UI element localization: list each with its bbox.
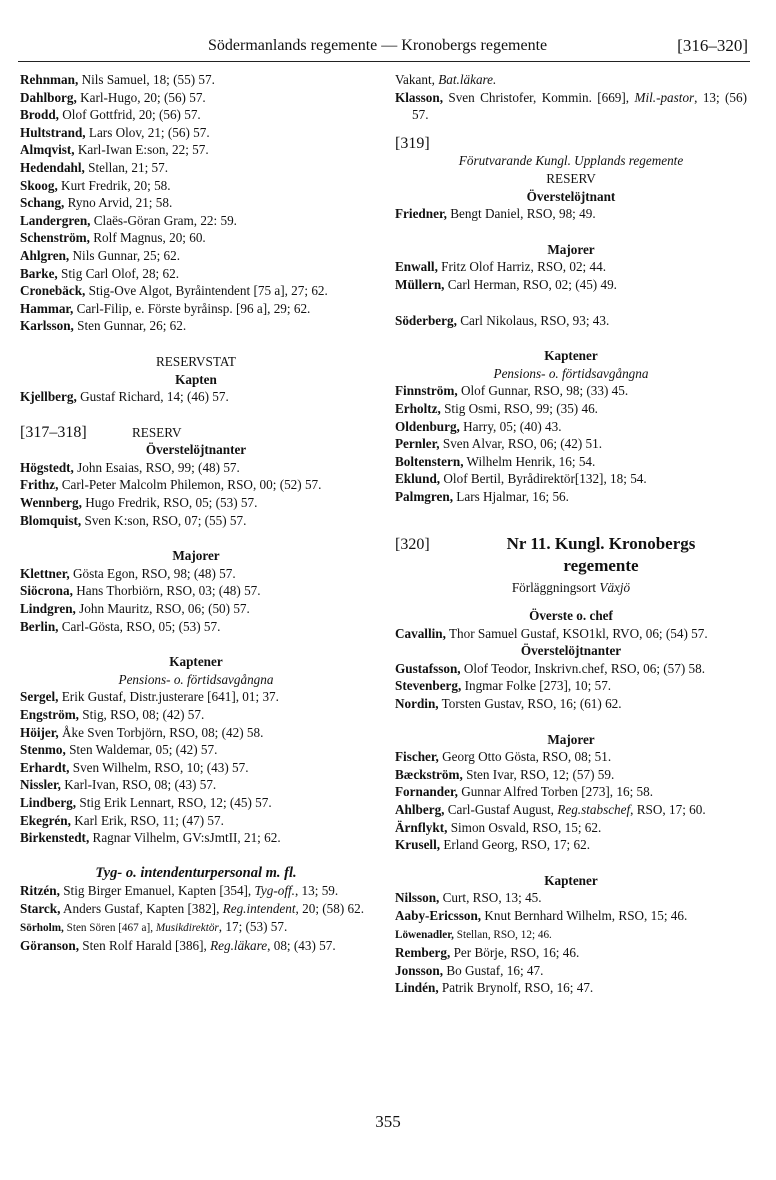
entry-name: Lindberg, (20, 794, 77, 810)
entry-text: Vakant, (395, 72, 439, 87)
entry (20, 724, 372, 742)
entry (20, 71, 372, 89)
entry-name: Enwall, (395, 259, 438, 275)
section-number: [320] (395, 536, 430, 554)
entry-text: Kurt Fredrik, 20; 58. (57, 177, 171, 193)
entry-text: Sten Sören [467 a], (63, 921, 156, 934)
entry (395, 907, 747, 925)
entry-text: Erik Gustaf, Distr.justerare [641], 01; 37. (58, 689, 279, 705)
entry-text: Carl-Gustaf August, (444, 802, 558, 817)
entry (20, 512, 372, 530)
entry-text: Gustaf Richard, 14; (46) 57. (76, 389, 229, 405)
rank-heading: Kaptener (544, 348, 598, 364)
entry-list (20, 71, 372, 335)
entry (20, 194, 372, 212)
entry-text: Curt, RSO, 13; 45. (439, 890, 542, 906)
entry-text: Georg Otto Gösta, RSO, 08; 51. (438, 749, 612, 765)
entry (395, 783, 747, 801)
entry-name: Söderberg, (395, 312, 457, 328)
entry-title: Bat.läkare. (438, 72, 497, 87)
entry-name: Ritzén, (20, 883, 60, 899)
entry (20, 776, 372, 794)
entry-text: Gunnar Alfred Torben [273], 16; 58. (457, 784, 654, 800)
entry (20, 106, 372, 124)
entry-name: Ekegrén, (20, 812, 71, 828)
entry-text: Stig Osmi, RSO, 99; (35) 46. (440, 400, 598, 416)
entry-list (395, 258, 747, 293)
entry-name: Fornander, (395, 784, 458, 800)
entry-name: Finnström, (395, 383, 458, 399)
entry-text: Carl-Filip, e. Förste byråinsp. [96 a], 29; 62. (73, 300, 311, 316)
entry-name: Höijer, (20, 724, 59, 740)
entry-name: Blomquist, (20, 512, 82, 528)
entry-text: Bengt Daniel, RSO, 98; 49. (446, 206, 596, 222)
entry-text: Patrik Brynolf, RSO, 16; 47. (438, 980, 594, 996)
entry (395, 205, 747, 223)
entry-name: Dahlborg, (20, 89, 77, 105)
entry-text: Wilhelm Henrik, 16; 54. (463, 453, 596, 469)
entry-name: Aaby-Ericsson, (395, 907, 482, 923)
entry (20, 618, 372, 636)
entry-text: Torsten Gustav, RSO, 16; (61) 62. (438, 696, 622, 712)
entry (20, 159, 372, 177)
entry-name: Wennberg, (20, 495, 82, 511)
entry (395, 625, 747, 643)
entry-text: Rolf Magnus, 20; 60. (89, 230, 206, 246)
entry (395, 766, 747, 784)
entry-name: Fischer, (395, 749, 439, 765)
entry-name: Ahlberg, (395, 802, 445, 817)
rank-heading: Överstelöjtnant (526, 188, 616, 204)
entry-list (20, 388, 372, 406)
entry-text: Stig-Ove Algot, Byråintendent [75 a], 27; 62. (85, 283, 328, 299)
entry-text: , 20; (58) 62. (295, 900, 365, 916)
entry-list (395, 660, 747, 713)
entry (20, 688, 372, 706)
entry (395, 979, 747, 997)
entry-name: Berlin, (20, 618, 59, 634)
entry-name: Kjellberg, (20, 389, 77, 405)
entry-text: Karl-Ivan, RSO, 08; (43) 57. (60, 777, 217, 793)
right-column (395, 71, 747, 997)
entry (395, 962, 747, 980)
entry-text: Stig Erik Lennart, RSO, 12; (45) 57. (76, 794, 272, 810)
location-line (395, 579, 747, 597)
rank-heading: Majorer (547, 241, 595, 257)
entry-text: Olof Gottfrid, 20; (56) 57. (58, 107, 201, 123)
rank-heading: Majorer (172, 548, 220, 564)
entry (20, 494, 372, 512)
entry-text: Karl Erik, RSO, 11; (47) 57. (70, 812, 224, 828)
entry-name: Palmgren, (395, 488, 453, 504)
entry-text: Ingmar Folke [273], 10; 57. (461, 678, 612, 694)
entry-name: Hammar, (20, 300, 74, 316)
entry-text: Lars Olov, 21; (56) 57. (85, 124, 210, 140)
entry (20, 829, 372, 847)
entry-text: Sven K:son, RSO, 07; (55) 57. (81, 512, 247, 528)
rank-heading: Överste o. chef (529, 608, 613, 624)
entry-name: Bæckström, (395, 766, 463, 782)
entry-text: Stellan, 21; 57. (84, 159, 169, 175)
entry-name: Remberg, (395, 945, 451, 961)
sub-heading: Pensions- o. förtidsavgångna (118, 671, 274, 687)
entry-title: Mil.-pastor (634, 89, 695, 105)
location-label: Förläggningsort (511, 580, 600, 596)
entry-name: Gustafsson, (395, 660, 461, 676)
entry-text: Ragnar Vilhelm, GV:sJmtII, 21; 62. (89, 830, 281, 846)
entry (395, 801, 747, 819)
location-name: Växjö (599, 580, 631, 596)
entry (20, 741, 372, 759)
page-header (18, 33, 750, 62)
entry-name: Rehnman, (20, 72, 79, 87)
entry-name: Stenmo, (20, 742, 66, 758)
entry-name: Engström, (20, 707, 79, 722)
entry-title: Reg.stabschef (557, 802, 631, 817)
entry-list (395, 312, 747, 330)
entry-name: Erholtz, (395, 400, 441, 416)
entry-name: Nissler, (20, 777, 61, 793)
entry (395, 925, 747, 945)
entry-text: Simon Osvald, RSO, 15; 62. (447, 819, 602, 835)
regiment-title: regemente (563, 556, 639, 576)
entry-name: Sergel, (20, 689, 59, 705)
entry (20, 882, 372, 900)
entry (395, 819, 747, 837)
entry-text: Sten Gunnar, 26; 62. (73, 318, 187, 334)
entry-text: Sven Wilhelm, RSO, 10; (43) 57. (69, 759, 249, 775)
rank-heading: Överstelöjtnanter (145, 442, 247, 458)
regiment-title: Nr 11. Kungl. Kronobergs (506, 534, 696, 554)
entry (395, 660, 747, 678)
running-title: Södermanlands regemente — Kronobergs regemente (208, 37, 548, 54)
entry-text: Anders Gustaf, Kapten [382], (60, 900, 223, 916)
entry-name: Eklund, (395, 471, 441, 487)
entry-list (395, 382, 747, 505)
left-column (20, 71, 372, 955)
rank-heading: Kaptener (169, 654, 223, 670)
entry (20, 141, 372, 159)
entry (395, 836, 747, 854)
entry-text: John Esaias, RSO, 99; (48) 57. (73, 459, 240, 475)
entry-text: Olof Teodor, Inskrivn.chef, RSO, 06; (57) 58. (460, 660, 706, 676)
entry-text: Per Börje, RSO, 16; 46. (450, 945, 580, 961)
entry-name: Siöcrona, (20, 583, 73, 599)
entry-list (395, 625, 747, 643)
entry-name: Hedendahl, (20, 159, 85, 175)
entry (395, 748, 747, 766)
entry (20, 177, 372, 195)
entry-name: Cavallin, (395, 625, 446, 641)
entry-name: Cronebäck, (20, 283, 86, 299)
entry-text: , 13; (56) 57. (412, 89, 747, 123)
entry (395, 695, 747, 713)
entry (20, 794, 372, 812)
section-number-heading (20, 424, 372, 442)
entry-list (395, 819, 747, 854)
entry-text: John Mauritz, RSO, 06; (50) 57. (75, 601, 250, 617)
entry-name: Frithz, (20, 477, 59, 493)
entry-name: Sörholm, (20, 921, 64, 934)
entry (20, 900, 372, 918)
entry-name: Ahlgren, (20, 247, 70, 263)
entry-text: Gösta Egon, RSO, 98; (48) 57. (69, 565, 236, 581)
entry-text: Hans Thorbiörn, RSO, 03; (48) 57. (72, 583, 261, 599)
entry (395, 382, 747, 400)
entry (395, 276, 747, 294)
entry (20, 600, 372, 618)
entry-text: Stig Carl Olof, 28; 62. (57, 265, 179, 281)
entry (395, 470, 747, 488)
entry (20, 229, 372, 247)
entry-text: Nils Gunnar, 25; 62. (69, 247, 181, 263)
entry-name: Nordin, (395, 696, 439, 712)
entry-name: Nilsson, (395, 890, 440, 906)
entry (395, 312, 747, 330)
entry (20, 459, 372, 477)
entry (20, 247, 372, 265)
entry-text: Ryno Arvid, 21; 58. (64, 195, 173, 211)
entry-text: Carl Nikolaus, RSO, 93; 43. (456, 312, 610, 328)
entry-text: Sten Rolf Harald [386], (79, 938, 211, 954)
entry-text: Thor Samuel Gustaf, KSO1kl, RVO, 06; (54) 57. (445, 625, 708, 641)
entry-text: Stellan, RSO, 12; 46. (453, 928, 552, 941)
entry (395, 944, 747, 962)
entry-name: Birkenstedt, (20, 830, 90, 846)
entry-name: Boltenstern, (395, 453, 464, 469)
entry-text: Erland Georg, RSO, 17; 62. (440, 837, 590, 853)
entry-name: Brodd, (20, 107, 59, 123)
entry-name: Krusell, (395, 837, 441, 853)
entry-name: Oldenburg, (395, 418, 460, 434)
entry (20, 89, 372, 107)
entry-name: Göranson, (20, 938, 79, 954)
entry-text: Karl-Hugo, 20; (56) 57. (76, 89, 206, 105)
entry (395, 677, 747, 695)
entry-text: Knut Bernhard Wilhelm, RSO, 15; 46. (481, 907, 688, 923)
entry-name: Starck, (20, 900, 61, 916)
entry-title: Reg.intendent (222, 900, 296, 916)
entry (395, 89, 747, 124)
entry (395, 488, 747, 506)
entry-name: Stevenberg, (395, 678, 462, 694)
entry-name: Müllern, (395, 276, 445, 292)
entry-text: Harry, 05; (40) 43. (459, 418, 562, 434)
entry (20, 317, 372, 335)
section-number: [317–318] (20, 423, 87, 441)
entry-text: Karl-Iwan E:son, 22; 57. (74, 142, 209, 158)
entry-name: Erhardt, (20, 759, 70, 775)
entry-text: Bo Gustaf, 16; 47. (443, 962, 544, 978)
entry-text: Carl Herman, RSO, 02; (45) 49. (444, 276, 617, 292)
entry-name: Schang, (20, 195, 65, 211)
entry-list (395, 748, 747, 801)
entry-text: Sven Alvar, RSO, 06; (42) 51. (439, 436, 603, 452)
entry-list (20, 459, 372, 529)
entry (395, 435, 747, 453)
entry (20, 812, 372, 830)
entry-name: Pernler, (395, 436, 440, 452)
entry-text: Hugo Fredrik, RSO, 05; (53) 57. (81, 495, 258, 511)
entry (20, 124, 372, 142)
entry (20, 476, 372, 494)
section-heading: Tyg- o. intendenturpersonal m. fl. (95, 864, 297, 881)
entry-name: Skoog, (20, 177, 58, 193)
entry (395, 418, 747, 436)
entry (20, 759, 372, 777)
entry (20, 706, 372, 724)
entry-text: Sven Christofer, Kommin. [669], (443, 89, 635, 105)
section-number-heading (395, 533, 747, 555)
entry (20, 565, 372, 583)
section-heading: RESERV (132, 424, 182, 440)
entry-name: Klasson, (395, 89, 444, 105)
entry-name: Lindgren, (20, 601, 76, 617)
entry (395, 453, 747, 471)
page-range: [316–320] (677, 36, 748, 55)
entry-text: Stig, RSO, 08; (42) 57. (78, 707, 205, 722)
entry-text: Carl-Gösta, RSO, 05; (53) 57. (58, 618, 221, 634)
entry-text: Åke Sven Torbjörn, RSO, 08; (42) 58. (58, 724, 264, 740)
entry-name: Friedner, (395, 206, 447, 222)
entry-text: , 13; 59. (294, 883, 339, 899)
entry-title: Tyg-off. (254, 883, 295, 899)
entry (20, 918, 372, 938)
entry-name: Schenström, (20, 230, 90, 246)
entry-list (395, 889, 747, 924)
entry-name: Löwenadler, (395, 928, 454, 941)
entry-text: Nils Samuel, 18; (55) 57. (78, 72, 215, 87)
entry-title: Musikdirektör (155, 921, 219, 934)
entry-name: Barke, (20, 265, 58, 281)
rank-heading: Kaptener (544, 872, 598, 888)
entry-list (20, 565, 372, 635)
section-heading: RESERVSTAT (156, 353, 236, 369)
entry (395, 400, 747, 418)
entry (20, 582, 372, 600)
entry-name: Almqvist, (20, 142, 75, 158)
entry-list (395, 205, 747, 223)
entry-text: Claës-Göran Gram, 22: 59. (90, 212, 237, 228)
entry-name: Klettner, (20, 565, 70, 581)
entry-text: Carl-Peter Malcolm Philemon, RSO, 00; (52) 57. (58, 477, 322, 493)
entry (20, 282, 372, 300)
entry-list (395, 944, 747, 997)
entry-name: Ärnflykt, (395, 819, 448, 835)
entry-text: Fritz Olof Harriz, RSO, 02; 44. (437, 259, 606, 275)
entry-text: Sten Ivar, RSO, 12; (57) 59. (462, 766, 615, 782)
entry-title: Reg.läkare (210, 938, 268, 954)
section-heading: RESERV (546, 170, 596, 186)
sub-heading: Pensions- o. förtidsavgångna (493, 365, 649, 381)
section-number: [319] (395, 134, 430, 152)
entry (395, 258, 747, 276)
entry (20, 300, 372, 318)
entry-text: Olof Bertil, Byrådirektör[132], 18; 54. (440, 471, 647, 487)
entry-name: Jonsson, (395, 962, 444, 978)
entry-list (20, 688, 372, 846)
entry (395, 889, 747, 907)
sub-heading: Förutvarande Kungl. Upplands regemente (458, 153, 684, 169)
entry-name: Högstedt, (20, 459, 74, 475)
entry (20, 212, 372, 230)
entry-name: Lindén, (395, 980, 439, 996)
entry-text: Sten Waldemar, 05; (42) 57. (65, 742, 218, 758)
rank-heading: Kapten (175, 371, 217, 387)
entry-name: Karlsson, (20, 318, 74, 334)
entry (20, 265, 372, 283)
entry-name: Hultstrand, (20, 124, 86, 140)
entry (20, 937, 372, 955)
rank-heading: Överstelöjtnanter (520, 643, 622, 659)
entry-text: , RSO, 17; 60. (630, 802, 706, 817)
entry (395, 71, 747, 89)
page-number: 355 (375, 1112, 401, 1131)
entry-text: , 08; (43) 57. (267, 938, 336, 954)
rank-heading: Majorer (547, 731, 595, 747)
entry-text: Stig Birger Emanuel, Kapten [354], (59, 883, 255, 899)
entry-text: Olof Gunnar, RSO, 98; (33) 45. (457, 383, 629, 399)
entry (20, 388, 372, 406)
entry-name: Landergren, (20, 212, 91, 228)
entry-text: , 17; (53) 57. (218, 918, 288, 934)
entry-text: Lars Hjalmar, 16; 56. (453, 488, 569, 504)
